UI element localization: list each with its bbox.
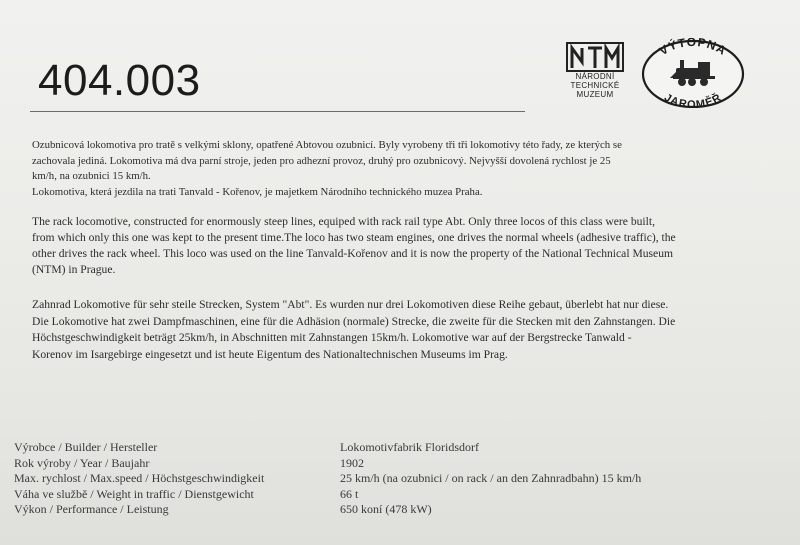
locomotive-number: 404.003 bbox=[38, 56, 201, 105]
spec-row-performance bbox=[14, 502, 784, 518]
spec-row-year bbox=[14, 456, 784, 472]
spec-row-weight bbox=[14, 487, 784, 503]
spec-label: Výkon / Performance / Leistung bbox=[14, 502, 169, 516]
spec-value: 650 koní (478 kW) bbox=[340, 502, 432, 516]
text-line: Höchstgeschwindigkeit beträgt 25km/h, in Abschnitten mit Zahnstangen 15km/h. Lokomotive war auf der Bergstrecke Tanwald - bbox=[32, 331, 632, 344]
ntm-logo bbox=[560, 42, 630, 112]
text-english bbox=[32, 214, 782, 278]
vytopna-top-text: VÝTOPNA bbox=[656, 38, 730, 59]
text-german bbox=[32, 297, 782, 363]
spec-label: Výrobce / Builder / Hersteller bbox=[14, 440, 158, 454]
vytopna-bottom-text: JAROMĚŘ bbox=[661, 91, 725, 108]
spec-label: Max. rychlost / Max.speed / Höchstgeschwindigkeit bbox=[14, 471, 265, 485]
text-line: Zahnrad Lokomotive für sehr steile Strecken, System "Abt". Es wurden nur drei Lokomotiven diese Reihe gebaut, überlebt hat nur diese. bbox=[32, 298, 669, 311]
text-line: The rack locomotive, constructed for enormously steep lines, equiped with rack rail type Abt. Only three locos of this class were built, bbox=[32, 215, 655, 228]
text-line: Ozubnicová lokomotiva pro tratě s velkými sklony, opatřené Abtovou ozubnicí. Byly vyrobeny tři tři lokomotivy této řady, ze kterých se bbox=[32, 139, 622, 151]
spec-row-builder bbox=[14, 440, 784, 456]
spec-value: Lokomotivfabrik Floridsdorf bbox=[340, 440, 479, 454]
ntm-line-2: TECHNICKÉ bbox=[570, 81, 620, 90]
specifications-table bbox=[14, 440, 784, 518]
ntm-mark-icon bbox=[566, 42, 624, 72]
text-line: other drives the rack wheel. This loco was used on the line Tanvald-Kořenov and it is now the property of the National Technical Museum bbox=[32, 247, 674, 260]
text-czech bbox=[32, 138, 782, 200]
text-line: from which only this one was kept to the present time.The loco has two steam engines, one drives the normal wheels (adhesive traffic), the bbox=[32, 231, 676, 244]
text-line: zachovala jediná. Lokomotiva má dva parní stroje, jeden pro adhezní provoz, druhý pro ozubnicový. Nejvyšší dovolená rychlost je 25 bbox=[32, 154, 611, 167]
vytopna-jaromer-logo bbox=[640, 38, 746, 108]
title-divider bbox=[30, 111, 525, 112]
text-line: Die Lokomotive hat zwei Dampfmaschinen, eine für die Adhäsion (normale) Strecke, die zweite für die Stecken mit den Zahnstangen. Die bbox=[32, 314, 676, 328]
text-line: km/h, na ozubnici 15 km/h. bbox=[32, 170, 151, 182]
spec-row-max-speed bbox=[14, 471, 784, 487]
spec-label: Rok výroby / Year / Baujahr bbox=[14, 455, 150, 470]
ntm-line-3: MUZEUM bbox=[576, 90, 614, 99]
spec-value: 25 km/h (na ozubnici / on rack / an den Zahnradbahn) 15 km/h bbox=[340, 471, 642, 485]
spec-value: 1902 bbox=[340, 455, 364, 470]
spec-label: Váha ve službě / Weight in traffic / Dienstgewicht bbox=[14, 486, 254, 501]
text-line: Lokomotiva, která jezdila na trati Tanvald - Kořenov, je majetkem Národního technického muzea Praha. bbox=[32, 185, 483, 198]
spec-value: 66 t bbox=[340, 486, 359, 501]
ntm-line-1: NÁRODNÍ bbox=[575, 72, 615, 81]
text-line: (NTM) in Prague. bbox=[32, 263, 116, 276]
text-line: Korenov im Isargebirge eingesetzt und ist heute Eigentum des Nationaltechnischen Museums im Prag. bbox=[32, 347, 508, 361]
vytopna-seal-icon bbox=[640, 38, 746, 108]
